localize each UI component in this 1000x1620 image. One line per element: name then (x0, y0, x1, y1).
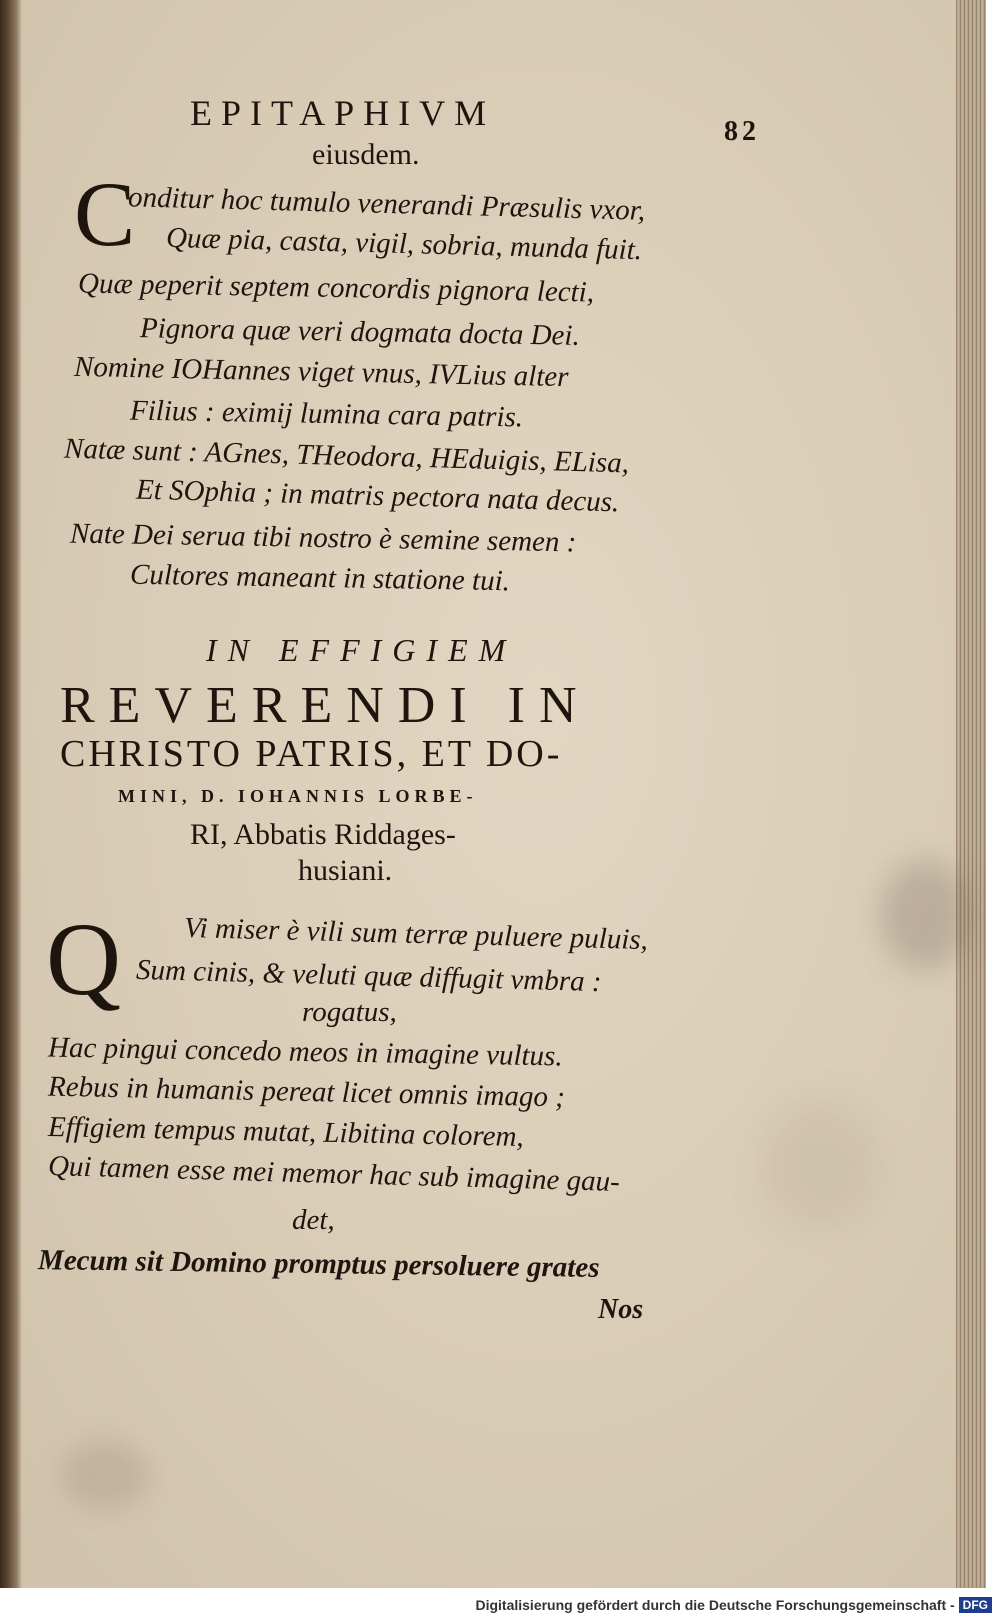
epitaph-line: Et SOphia ; in matris pectora nata decus. (135, 473, 620, 519)
drop-capital: C (74, 163, 136, 265)
epitaph-line: Quæ pia, casta, vigil, sobria, munda fuit. (165, 221, 643, 267)
paper-stain (760, 1100, 880, 1230)
epitaph-subheading: eiusdem. (312, 138, 420, 171)
page-number: 82 (724, 116, 760, 147)
poem-line: rogatus, (302, 996, 397, 1028)
paper-stain (880, 860, 970, 970)
paper-stain (60, 1440, 150, 1510)
poem-line: Vi miser è vili sum terræ puluere puluis, (183, 911, 649, 957)
poem-line: Effigiem tempus mutat, Libitina colorem, (47, 1111, 525, 1153)
poem-line: Sum cinis, & veluti quæ diffugit vmbra : (135, 953, 602, 999)
title-line: CHRISTO PATRIS, ET DO- (60, 733, 563, 775)
poem-line: Rebus in humanis pereat licet omnis imago ; (47, 1070, 566, 1114)
epitaph-line: Natæ sunt : AGnes, THeodora, HEduigis, ELisa, (63, 432, 630, 480)
title-line: REVERENDI IN (60, 677, 591, 734)
poem-line: Hac pingui concedo meos in imagine vultus. (47, 1031, 563, 1073)
title-line: MINI, D. IOHANNIS LORBE- (118, 786, 478, 806)
title-line: RI, Abbatis Riddages- (190, 818, 456, 851)
epitaph-line: Quæ peperit septem concordis pignora lecti, (77, 267, 595, 309)
poem-line: det, (292, 1204, 335, 1236)
page-fore-edge (956, 0, 986, 1588)
poem-line: Mecum sit Domino promptus persoluere grates (37, 1244, 600, 1284)
funding-credit: Digitalisierung gefördert durch die Deutsche Forschungsgemeinschaft - (475, 1597, 955, 1613)
digitization-footer (0, 1590, 1000, 1620)
epitaph-line: Nomine IOHannes viget vnus, IVLius alter (73, 350, 569, 394)
epitaph-line: Nate Dei serua tibi nostro è semine semen : (69, 517, 577, 559)
epitaph-line: Pignora quæ veri dogmata docta Dei. (139, 312, 581, 352)
title-line: IN EFFIGIEM (206, 632, 517, 668)
epitaph-line: Cultores maneant in statione tui. (129, 558, 511, 598)
drop-capital: Q (46, 902, 122, 1017)
dfg-logo[interactable]: DFG (959, 1597, 992, 1613)
catchword: Nos (598, 1294, 644, 1325)
title-line: husiani. (298, 854, 393, 887)
epitaph-line: Filius : eximij lumina cara patris. (129, 394, 524, 434)
epitaph-heading: EPITAPHIVM (190, 93, 496, 133)
poem-line: Qui tamen esse mei memor hac sub imagine gau- (47, 1150, 621, 1198)
epitaph-line: onditur hoc tumulo venerandi Præsulis vxor, (127, 181, 646, 227)
book-gutter (0, 0, 22, 1588)
